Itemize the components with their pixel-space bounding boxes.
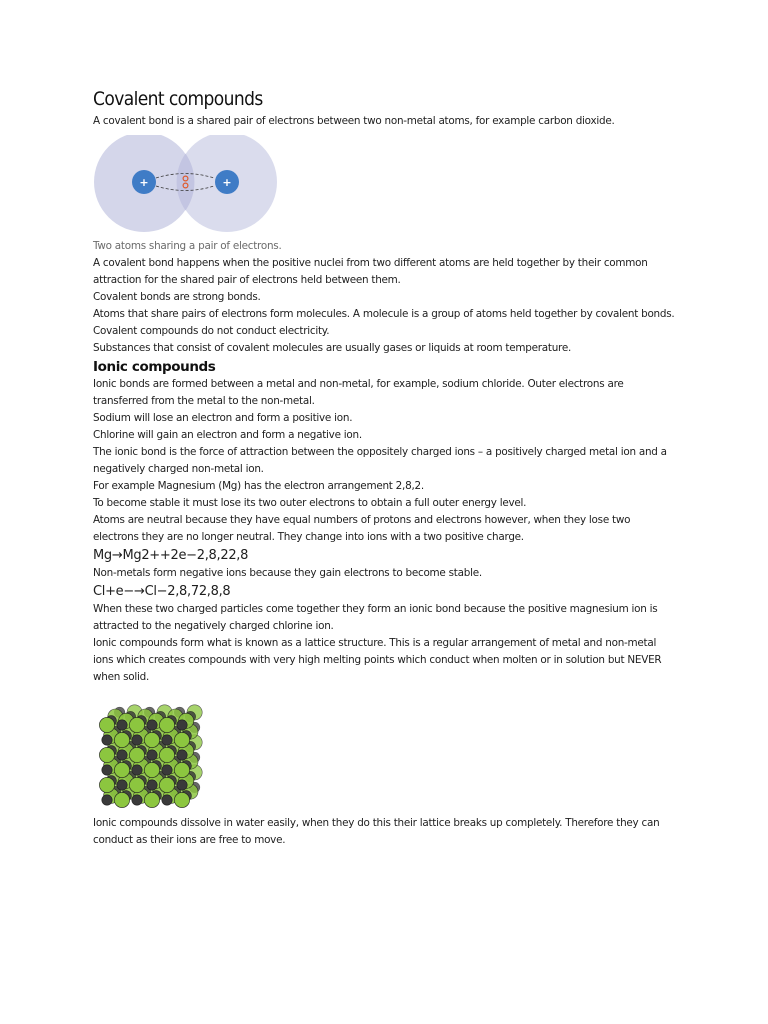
chloride-ion xyxy=(99,777,114,792)
covalent-paragraph: A covalent bond happens when the positive nuclei from two different atoms are held together by their common attraction for the shared pair of electrons held between them. xyxy=(93,257,648,286)
chloride-ion xyxy=(129,717,144,732)
ionic-paragraph: The ionic bond is the force of attraction between the oppositely charged ions – a positively charged metal ion and a negatively charged non-metal ion. xyxy=(93,446,667,475)
metal-ion xyxy=(132,735,142,745)
chloride-ion xyxy=(114,762,129,777)
closing-paragraph: Ionic compounds dissolve in water easily, when they do this their lattice breaks up completely. Therefore they can conduct as their ions are free to move. xyxy=(93,817,660,846)
figure-caption: Two atoms sharing a pair of electrons. xyxy=(93,240,282,252)
covalent-paragraph: Covalent compounds do not conduct electricity. xyxy=(93,325,330,337)
covalent-intro: A covalent bond is a shared pair of electrons between two non-metal atoms, for example carbon dioxide. xyxy=(93,115,615,127)
ionic-bond-paragraph: When these two charged particles come together they form an ionic bond because the positive magnesium ion is attracted to the negatively charged chlorine ion. xyxy=(93,603,658,632)
chloride-ion xyxy=(129,777,144,792)
metal-ion xyxy=(162,765,172,775)
covalent-paragraph: Covalent bonds are strong bonds. xyxy=(93,291,261,303)
metal-ion xyxy=(162,795,172,805)
nucleus-right-label: + xyxy=(222,176,232,189)
covalent-paragraph: Substances that consist of covalent molecules are usually gases or liquids at room temperature. xyxy=(93,342,572,354)
chloride-ion xyxy=(114,792,129,807)
chloride-ion xyxy=(174,762,189,777)
chloride-ion xyxy=(144,762,159,777)
heading-ionic-compounds: Ionic compounds xyxy=(93,359,216,375)
ionic-paragraph: Atoms are neutral because they have equal numbers of protons and electrons however, when they lose two electrons they are no longer neutral. They change into ions with a two positive charge. xyxy=(93,514,631,543)
covalent-paragraph: Atoms that share pairs of electrons form molecules. A molecule is a group of atoms held together by covalent bonds. xyxy=(93,308,675,320)
ionic-paragraph: Chlorine will gain an electron and form a negative ion. xyxy=(93,429,362,441)
chloride-ion xyxy=(159,747,174,762)
chloride-ion xyxy=(99,717,114,732)
covalent-bond-diagram xyxy=(93,135,283,239)
metal-ion xyxy=(102,735,112,745)
nonmetal-paragraph: Non-metals form negative ions because they gain electrons to become stable. xyxy=(93,567,482,579)
metal-ion xyxy=(147,720,157,730)
chloride-ion xyxy=(144,792,159,807)
ionic-paragraph: For example Magnesium (Mg) has the electron arrangement 2,8,2. xyxy=(93,480,424,492)
metal-ion xyxy=(177,720,187,730)
ionic-paragraph: Ionic bonds are formed between a metal and non-metal, for example, sodium chloride. Outer electrons are transferred from the metal to the non-metal. xyxy=(93,378,624,407)
metal-ion xyxy=(177,750,187,760)
metal-ion xyxy=(147,780,157,790)
chloride-ion xyxy=(174,792,189,807)
ionic-lattice-diagram xyxy=(93,693,221,809)
equation-chlorine: Cl+e−→Cl−2,8,72,8,8 xyxy=(93,584,231,599)
chloride-ion xyxy=(129,747,144,762)
metal-ion xyxy=(177,780,187,790)
nucleus-left-label: + xyxy=(139,176,149,189)
ionic-bond-paragraph: Ionic compounds form what is known as a lattice structure. This is a regular arrangement of metal and non-metal ions which creates compounds with very high melting points which conduct when molten or in solution but NEVER when solid. xyxy=(93,637,662,683)
metal-ion xyxy=(102,765,112,775)
equation-magnesium: Mg→Mg2++2e−2,8,22,8 xyxy=(93,548,249,563)
metal-ion xyxy=(162,735,172,745)
metal-ion xyxy=(147,750,157,760)
chloride-ion xyxy=(174,732,189,747)
metal-ion xyxy=(102,795,112,805)
ionic-paragraph: To become stable it must lose its two outer electrons to obtain a full outer energy level. xyxy=(93,497,527,509)
metal-ion xyxy=(132,765,142,775)
metal-ion xyxy=(117,750,127,760)
chloride-ion xyxy=(159,777,174,792)
ionic-paragraph: Sodium will lose an electron and form a positive ion. xyxy=(93,412,353,424)
metal-ion xyxy=(132,795,142,805)
chloride-ion xyxy=(99,747,114,762)
heading-covalent-compounds: Covalent compounds xyxy=(93,88,263,110)
metal-ion xyxy=(117,780,127,790)
chloride-ion xyxy=(114,732,129,747)
metal-ion xyxy=(117,720,127,730)
chloride-ion xyxy=(159,717,174,732)
chloride-ion xyxy=(144,732,159,747)
document-page xyxy=(93,86,678,849)
